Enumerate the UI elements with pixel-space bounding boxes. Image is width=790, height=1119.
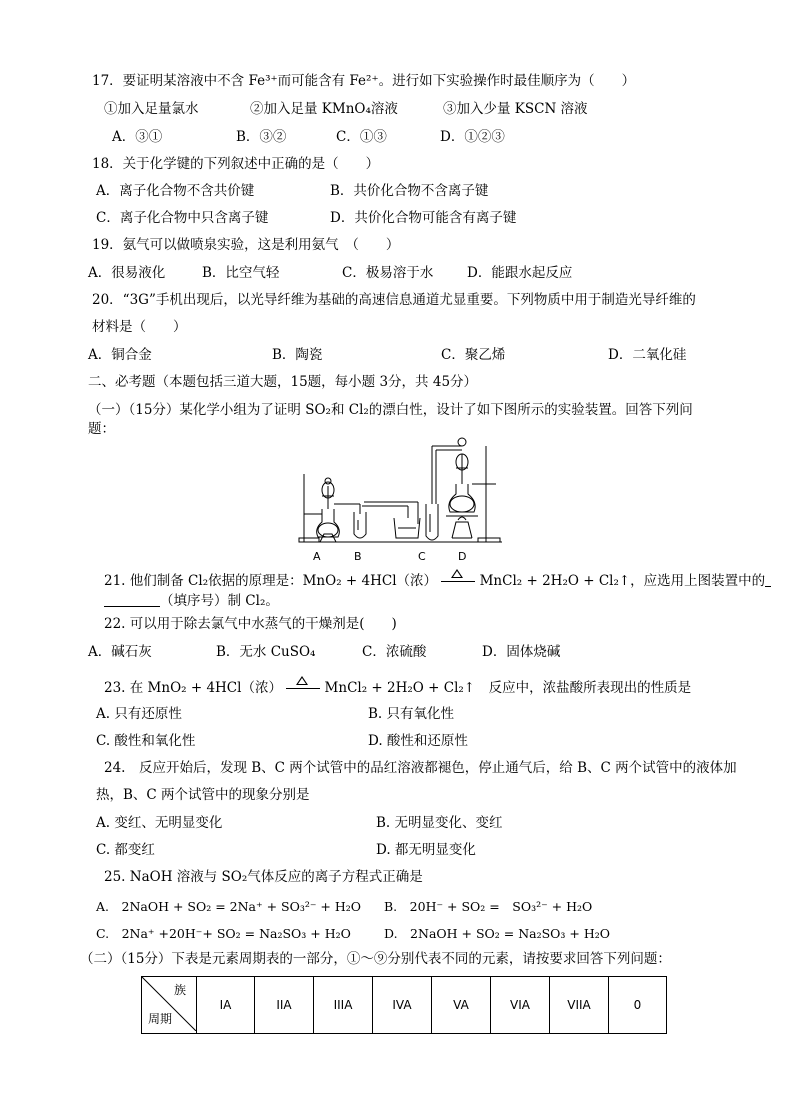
q19-option-b: B．比空气轻	[202, 265, 280, 281]
q17-option-c: C．①③	[336, 129, 387, 145]
heat-arrow-icon	[286, 680, 320, 694]
periodic-table-fragment	[141, 976, 667, 1034]
q22-option-d: D．固体烧碱	[482, 644, 561, 660]
q23-text-pre: 23. 在 MnO₂ + 4HCl（浓）	[104, 680, 282, 696]
q19-option-c: C．极易溶于水	[342, 265, 434, 281]
apparatus-label-a: A	[313, 550, 321, 563]
q20-option-a: A．铜合金	[88, 347, 152, 363]
part2-intro: （二）（15分）下表是元素周期表的一部分，①～⑨分别代表不同的元素，请按要求回答下列问题：	[80, 951, 671, 967]
group-header: VA	[432, 977, 491, 1034]
q24-stem: 24. 反应开始后，发现 B、C 两个试管中的品红溶液都褪色，停止通气后，给 B、C 两个试管中的液体加	[104, 760, 737, 776]
q22-option-b: B．无水 CuSO₄	[216, 644, 316, 660]
q24-option-a: A. 变红、无明显变化	[96, 815, 223, 831]
q17-op3: ③加入少量 KSCN 溶液	[443, 101, 588, 117]
q18-option-d: D．共价化合物可能含有离子键	[330, 210, 517, 226]
q24-stem-cont: 热，B、C 两个试管中的现象分别是	[96, 787, 310, 803]
apparatus-label-d: D	[458, 550, 467, 563]
q21-text-pre: 21. 他们制备 Cl₂依据的原理是：MnO₂ + 4HCl（浓）	[104, 573, 438, 589]
q24-option-c: C. 都变红	[96, 842, 155, 858]
q24-option-d: D. 都无明显变化	[376, 842, 476, 858]
q17-op1: ①加入足量氯水	[104, 101, 199, 117]
group-header: VIA	[491, 977, 550, 1034]
q23-option-c: C. 酸性和氧化性	[96, 733, 196, 749]
q21-text-post: MnCl₂ + 2H₂O + Cl₂↑，应选用上图装置中的	[479, 573, 766, 589]
table-header-row	[142, 977, 667, 1034]
section2-title: 二、必考题（本题包括三道大题，15题，每小题 3分，共 45分）	[88, 374, 478, 390]
q21-answer-blank[interactable]	[104, 594, 160, 607]
q21-text-line2: （填序号）制 Cl₂。	[160, 593, 279, 609]
q25-option-c: C. 2Na⁺ +20H⁻+ SO₂ = Na₂SO₃ + H₂O	[96, 926, 351, 941]
experiment-apparatus-diagram	[296, 434, 506, 563]
q20-stem-cont: 材料是（ ）	[92, 319, 187, 335]
q24-option-b: B. 无明显变化、变红	[376, 815, 503, 831]
q19-option-d: D．能跟水起反应	[467, 265, 573, 281]
q23-stem	[104, 679, 691, 697]
q17-option-d: D．①②③	[440, 129, 505, 145]
q23-option-a: A. 只有还原性	[96, 706, 182, 722]
q21-line1	[104, 572, 771, 590]
q20-option-c: C．聚乙烯	[441, 347, 506, 363]
corner-label-group: 族	[173, 983, 186, 997]
table-corner-cell	[142, 977, 197, 1034]
q23-option-d: D. 酸性和还原性	[368, 733, 468, 749]
q18-option-c: C．离子化合物中只含离子键	[96, 210, 269, 226]
group-header: IIA	[255, 977, 314, 1034]
q17-option-a: A．③①	[112, 129, 163, 145]
group-header: 0	[609, 977, 667, 1034]
q17-stem: 17．要证明某溶液中不含 Fe³⁺而可能含有 Fe²⁺。进行如下实验操作时最佳顺序为（ ）	[92, 73, 636, 89]
q18-stem: 18．关于化学键的下列叙述中正确的是（ ）	[92, 156, 380, 172]
q25-option-a: A. 2NaOH + SO₂ = 2Na⁺ + SO₃²⁻ + H₂O	[96, 899, 362, 914]
group-header: VIIA	[550, 977, 609, 1034]
q25-option-b: B. 20H⁻ + SO₂ = SO₃²⁻ + H₂O	[384, 899, 593, 914]
q22-option-a: A．碱石灰	[88, 644, 152, 660]
q25-option-d: D. 2NaOH + SO₂ = Na₂SO₃ + H₂O	[384, 926, 611, 941]
q17-option-b: B．③②	[236, 129, 287, 145]
part1-intro: （一）（15分）某化学小组为了证明 SO₂和 Cl₂的漂白性，设计了如下图所示的实验装置。回答下列问	[88, 402, 693, 418]
group-header: IVA	[373, 977, 432, 1034]
q23-text-post: MnCl₂ + 2H₂O + Cl₂↑ 反应中，浓盐酸所表现出的性质是	[324, 680, 692, 696]
apparatus-drawing	[296, 434, 506, 549]
q22-option-c: C．浓硫酸	[362, 644, 427, 660]
heat-arrow-icon	[441, 573, 475, 587]
q18-option-b: B．共价化合物不含离子键	[330, 183, 489, 199]
q18-option-a: A．离子化合物不含共价键	[96, 183, 255, 199]
q20-stem: 20．“3G”手机出现后，以光导纤维为基础的高速信息通道尤显重要。下列物质中用于制造光导纤维的	[92, 292, 696, 308]
q22-stem: 22. 可以用于除去氯气中水蒸气的干燥剂是( )	[104, 616, 397, 632]
group-header: IIIA	[314, 977, 373, 1034]
q19-stem: 19．氨气可以做喷泉实验，这是利用氨气 （ ）	[92, 237, 400, 253]
q19-option-a: A．很易液化	[88, 265, 166, 281]
q20-option-d: D．二氧化硅	[608, 347, 687, 363]
q17-op2: ②加入足量 KMnO₄溶液	[250, 101, 398, 117]
apparatus-label-b: B	[354, 550, 362, 563]
apparatus-label-c: C	[418, 550, 426, 563]
q20-option-b: B．陶瓷	[272, 347, 323, 363]
q21-line2	[104, 592, 279, 610]
group-header: IA	[197, 977, 255, 1034]
q21-blank-start	[765, 574, 771, 587]
q25-stem: 25. NaOH 溶液与 SO₂气体反应的离子方程式正确是	[104, 869, 423, 885]
corner-label-period: 周期	[148, 1012, 173, 1026]
q23-option-b: B. 只有氧化性	[368, 706, 455, 722]
part1-intro-cont: 题：	[88, 421, 115, 437]
